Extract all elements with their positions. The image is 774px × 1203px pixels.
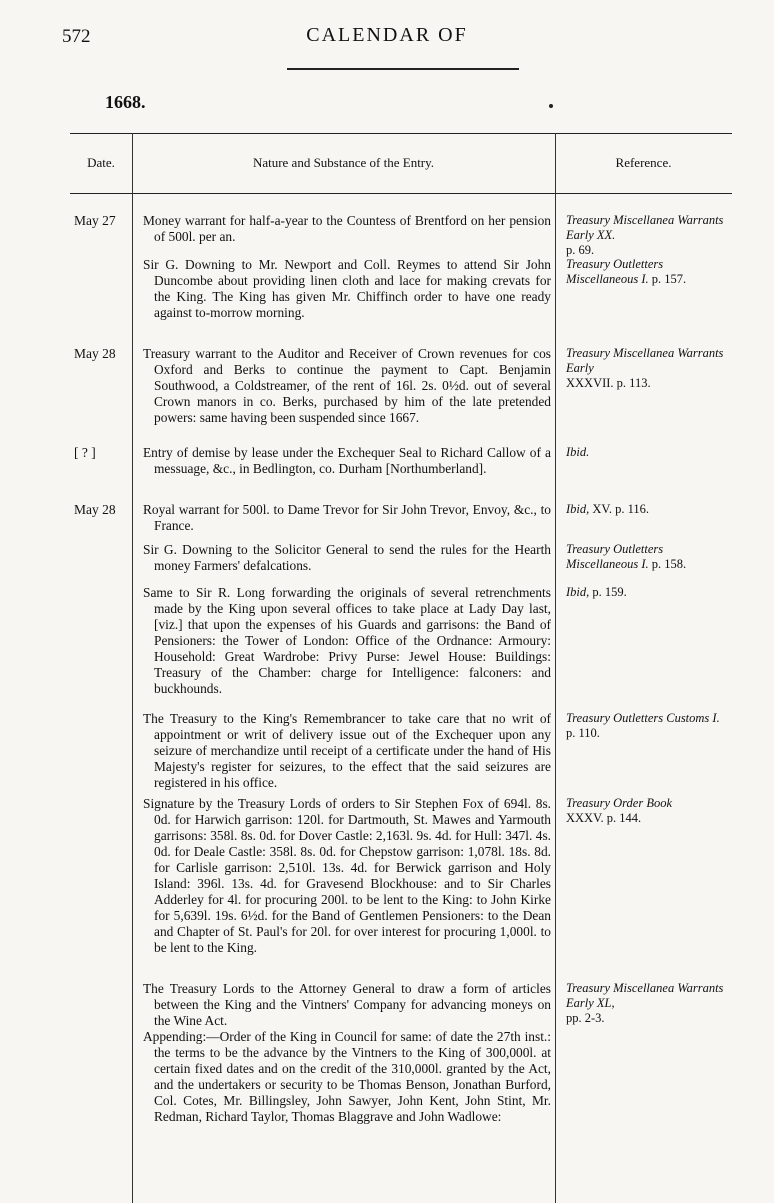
entry-text: The Treasury Lords to the Attorney General to draw a form of articles between the King and the Vintners' Company for advancing moneys on the Wine Act. Appending:—Order of the King in Council for same: of date the 27th inst.: the terms to be the advance by the Vintners to the King of 300,000l. at certain fixed dates and on the credit of the 310,000l. granted by the Act, and the undertakers or security to be Thomas Benson, Jonathan Burford, Col. Cotes, Mr. Billingsley, John Sawyer, John Kent, John Stint, Mr. Redman, Richard Taylor, Thomas Blaggrave and John Wadlowe: xyxy=(143,981,551,1124)
column-header-date: Date. xyxy=(87,155,115,170)
running-title: CALENDAR OF xyxy=(306,24,468,46)
column-header-reference: Reference. xyxy=(615,155,672,170)
entry-reference: Ibid, p. 159. xyxy=(566,585,627,599)
column-divider-reference xyxy=(555,133,556,1203)
table-header-rule xyxy=(70,193,732,194)
entry-reference: Treasury Outletters Customs I. p. 110. xyxy=(566,711,720,740)
entry-date: [ ? ] xyxy=(74,445,96,460)
entry-text: Sir G. Downing to the Solicitor General to send the rules for the Hearth money Farmers' defalcations. xyxy=(143,542,551,573)
entry-reference: Ibid. xyxy=(566,445,590,459)
entry-reference: Treasury Miscellanea Warrants Early XL, pp. 2-3. xyxy=(566,981,724,1025)
entry-text: Money warrant for half-a-year to the Countess of Brentford on her pension of 500l. per an. xyxy=(143,213,551,244)
entry-reference: Treasury Outletters Miscellaneous I. p. 157. xyxy=(566,257,687,286)
entry-date: May 28 xyxy=(74,346,116,361)
entry-reference: Treasury Miscellanea Warrants Early XXXVII. p. 113. xyxy=(566,346,724,390)
entry-date: May 27 xyxy=(74,213,116,228)
entry-reference: Treasury Miscellanea Warrants Early XX. p. 69. xyxy=(566,213,724,257)
page-number: 572 xyxy=(62,26,91,47)
year-heading: 1668. xyxy=(105,92,146,112)
entry-text: Entry of demise by lease under the Exchequer Seal to Richard Callow of a messuage, &c., in Bedlington, co. Durham [Northumberland]. xyxy=(143,445,551,476)
entry-text: Treasury warrant to the Auditor and Receiver of Crown revenues for cos Oxford and Berks to continue the payment to Capt. Benjamin Southwood, a Coldstreamer, of the rent of 16l. 2s. 0½d. out of several Crown manors in co. Berks, purchased by him of the late pretended powers: same having been suspended since 1667. xyxy=(143,346,551,425)
entry-reference: Ibid, XV. p. 116. xyxy=(566,502,649,516)
entry-date: May 28 xyxy=(74,502,116,517)
ink-dot xyxy=(549,104,553,108)
entry-text: Royal warrant for 500l. to Dame Trevor for Sir John Trevor, Envoy, &c., to France. xyxy=(143,502,551,533)
entry-text: Same to Sir R. Long forwarding the originals of several retrenchments made by the King upon several offices to take place at Lady Day last, [viz.] that upon the expenses of his Guards and garrisons: the Band of Pensioners: the Tower of London: Office of the Ordnance: Armoury: Household: Great Wardrobe: Privy Purse: Jewel House: Buildings: Treasury of the Chamber: charge for Intelligence: falconers: and buckhounds. xyxy=(143,585,551,696)
entry-text: Signature by the Treasury Lords of orders to Sir Stephen Fox of 694l. 8s. 0d. for Harwich garrison: 120l. for Dartmouth, St. Mawes and Yarmouth garrisons: 358l. 8s. 0d. for Dover Castle: 2,163l. 9s. 4d. for Hull: 347l. 4s. 0d. for Deale Castle: 358l. 8s. 0d. for Chepstow garrison: 1,078l. 18s. 8d. for Carlisle garrison: 2,510l. 13s. 4d. for Berwick garrison and Holy Island: 396l. 13s. 4d. for Gravesend Blockhouse: and to Sir Charles Adderley for 4l. for procuring 200l. to be lent to the King: to John Kirke for 5,639l. 19s. 6½d. for the Band of Gentlemen Pensioners: to the Dean and Chapter of St. Paul's for 20l. for over interest for procuring 1,000l. to be lent to the King. xyxy=(143,796,551,955)
table-top-rule xyxy=(70,133,732,134)
title-rule xyxy=(287,68,519,70)
entry-text: The Treasury to the King's Remembrancer to take care that no writ of appointment or writ of delivery issue out of the Exchequer upon any seizure of merchandize until receipt of a certificate under the hand of His Majesty's register for seizures, to the effect that the said seizures are registered in his office. xyxy=(143,711,551,790)
column-header-nature: Nature and Substance of the Entry. xyxy=(252,155,435,170)
entry-text: Sir G. Downing to Mr. Newport and Coll. Reymes to attend Sir John Duncombe about providing linen cloth and lace for making crevats for the King. The King has given Mr. Chiffinch order to have one ready against to-morrow morning. xyxy=(143,257,551,320)
entry-reference: Treasury Order Book XXXV. p. 144. xyxy=(566,796,673,825)
entry-reference: Treasury Outletters Miscellaneous I. p. 158. xyxy=(566,542,687,571)
column-divider-date xyxy=(132,133,133,1203)
